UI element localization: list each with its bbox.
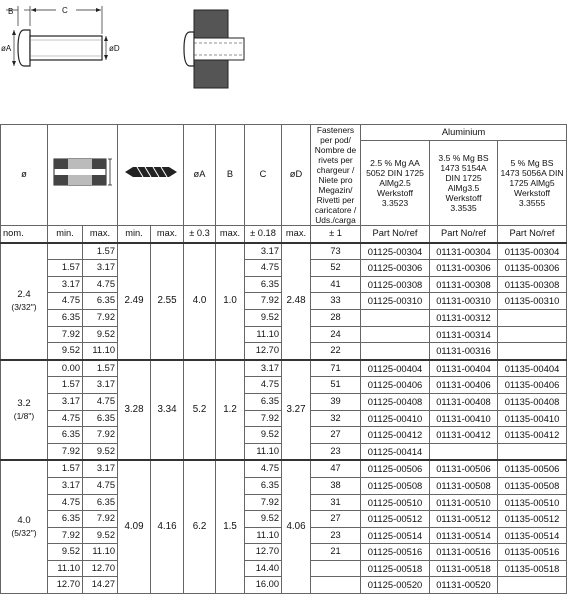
grip-max: 11.10 <box>83 544 118 561</box>
fasteners-qty: 39 <box>311 393 361 410</box>
length-c: 9.52 <box>245 309 282 326</box>
grip-min: 1.57 <box>48 377 83 394</box>
grip-max: 12.70 <box>83 560 118 577</box>
part-no-3-5-mg: 01131-00516 <box>430 544 498 561</box>
header-diameter: ø <box>1 125 48 226</box>
part-no-2-5-mg: 01125-00308 <box>361 276 430 293</box>
grip-max: 14.27 <box>83 577 118 594</box>
part-no-2-5-mg: 01125-00408 <box>361 393 430 410</box>
nominal-inch: (5/32") <box>11 528 37 539</box>
head-height-b: 1.0 <box>216 243 245 360</box>
length-c: 3.17 <box>245 360 282 377</box>
fasteners-qty: 28 <box>311 309 361 326</box>
grip-min: 6.35 <box>48 309 83 326</box>
grip-max: 4.75 <box>83 477 118 494</box>
drill-max: 2.55 <box>151 243 184 360</box>
table-row <box>1 360 567 377</box>
subheader-tol-c: ± 0.18 <box>245 226 282 243</box>
length-c: 9.52 <box>245 511 282 528</box>
part-no-3-5-mg: 01131-00410 <box>430 410 498 427</box>
part-no-5-mg: 01135-00412 <box>498 427 567 444</box>
part-no-3-5-mg: 01131-00514 <box>430 527 498 544</box>
nominal-inch: (1/8") <box>13 411 35 422</box>
part-no-2-5-mg: 01125-00516 <box>361 544 430 561</box>
fasteners-qty: 41 <box>311 276 361 293</box>
part-no-2-5-mg: 01125-00404 <box>361 360 430 377</box>
length-c: 7.92 <box>245 410 282 427</box>
fasteners-qty: 22 <box>311 343 361 360</box>
label-dim-d: øD <box>109 44 120 53</box>
part-no-2-5-mg: 01125-00512 <box>361 511 430 528</box>
fasteners-qty: 27 <box>311 427 361 444</box>
grip-min <box>48 243 83 260</box>
rivet-side-view <box>6 6 108 66</box>
drill-max: 4.16 <box>151 460 184 593</box>
length-c: 11.10 <box>245 443 282 460</box>
fasteners-qty <box>311 577 361 594</box>
part-no-3-5-mg: 01131-00512 <box>430 511 498 528</box>
part-no-2-5-mg: 01125-00410 <box>361 410 430 427</box>
grip-min: 7.92 <box>48 527 83 544</box>
part-no-3-5-mg: 01131-00518 <box>430 560 498 577</box>
grip-min: 7.92 <box>48 326 83 343</box>
fasteners-qty: 24 <box>311 326 361 343</box>
fasteners-qty: 33 <box>311 293 361 310</box>
part-no-2-5-mg: 01125-00510 <box>361 494 430 511</box>
nominal-mm: 3.2 <box>17 398 31 410</box>
grip-min: 4.75 <box>48 293 83 310</box>
part-no-2-5-mg: 01125-00508 <box>361 477 430 494</box>
grip-max: 3.17 <box>83 460 118 477</box>
part-no-5-mg: 01135-00512 <box>498 511 567 528</box>
fasteners-qty: 27 <box>311 511 361 528</box>
length-c: 16.00 <box>245 577 282 594</box>
part-no-3-5-mg: 01131-00510 <box>430 494 498 511</box>
fasteners-qty: 71 <box>311 360 361 377</box>
grip-max: 3.17 <box>83 377 118 394</box>
length-c: 12.70 <box>245 544 282 561</box>
part-no-2-5-mg: 01125-00304 <box>361 243 430 260</box>
table-body <box>1 243 567 594</box>
length-c: 3.17 <box>245 243 282 260</box>
part-no-5-mg: 01135-00508 <box>498 477 567 494</box>
part-no-3-5-mg <box>430 443 498 460</box>
drill-max: 3.34 <box>151 360 184 461</box>
grip-min: 3.17 <box>48 393 83 410</box>
length-c: 6.35 <box>245 276 282 293</box>
part-no-5-mg: 01135-00518 <box>498 560 567 577</box>
label-dim-a: øA <box>1 44 12 53</box>
part-no-5-mg: 01135-00506 <box>498 460 567 477</box>
header-fasteners-per-pod: Fasteners per pod/ Nombre de rivets per chargeur / Niete pro Megazin/ Rivetti per caricatore / Uds./carga <box>311 125 361 226</box>
length-c: 4.75 <box>245 460 282 477</box>
grip-max: 6.35 <box>83 494 118 511</box>
grip-max: 9.52 <box>83 443 118 460</box>
grip-min: 9.52 <box>48 544 83 561</box>
grip-max: 4.75 <box>83 393 118 410</box>
part-no-2-5-mg: 01125-00518 <box>361 560 430 577</box>
label-dim-b: B <box>8 7 14 16</box>
part-no-2-5-mg: 01125-00306 <box>361 260 430 277</box>
part-no-3-5-mg: 01131-00408 <box>430 393 498 410</box>
shank-diameter-d: 4.06 <box>282 460 311 593</box>
part-no-5-mg: 01135-00304 <box>498 243 567 260</box>
fasteners-qty <box>311 560 361 577</box>
grip-max: 7.92 <box>83 511 118 528</box>
length-c: 12.70 <box>245 343 282 360</box>
length-c: 6.35 <box>245 477 282 494</box>
part-no-5-mg: 01135-00406 <box>498 377 567 394</box>
length-c: 4.75 <box>245 377 282 394</box>
part-no-2-5-mg: 01125-00506 <box>361 460 430 477</box>
part-no-5-mg: 01135-00308 <box>498 276 567 293</box>
part-no-2-5-mg: 01125-00414 <box>361 443 430 460</box>
part-no-5-mg: 01135-00408 <box>498 393 567 410</box>
grip-max: 6.35 <box>83 410 118 427</box>
part-no-2-5-mg: 01125-00310 <box>361 293 430 310</box>
grip-min: 1.57 <box>48 260 83 277</box>
fasteners-qty: 52 <box>311 260 361 277</box>
subheader-drill-max: max. <box>151 226 184 243</box>
fasteners-qty: 73 <box>311 243 361 260</box>
length-c: 7.92 <box>245 494 282 511</box>
part-no-3-5-mg: 01131-00520 <box>430 577 498 594</box>
subheader-fasteners-tol: ± 1 <box>311 226 361 243</box>
grip-min: 3.17 <box>48 276 83 293</box>
part-no-2-5-mg <box>361 326 430 343</box>
part-no-5-mg: 01135-00514 <box>498 527 567 544</box>
part-no-5-mg <box>498 443 567 460</box>
length-c: 9.52 <box>245 427 282 444</box>
part-no-2-5-mg: 01125-00520 <box>361 577 430 594</box>
subheader-grip-max: max. <box>83 226 118 243</box>
rivet-drawing <box>0 0 569 118</box>
nominal-diameter <box>1 243 48 360</box>
header-aluminium: Aluminium <box>361 125 567 141</box>
part-no-3-5-mg: 01131-00306 <box>430 260 498 277</box>
grip-max: 4.75 <box>83 276 118 293</box>
grip-min: 7.92 <box>48 443 83 460</box>
grip-max: 7.92 <box>83 427 118 444</box>
part-no-5-mg: 01135-00516 <box>498 544 567 561</box>
header-grip-icon <box>48 125 118 226</box>
rivet-section-view <box>184 10 244 88</box>
header-dim-a: øA <box>184 125 216 226</box>
drill-min: 2.49 <box>118 243 151 360</box>
subheader-nom: nom. <box>1 226 48 243</box>
part-no-5-mg <box>498 577 567 594</box>
header-alloy-3-5-mg: 3.5 % Mg BS 1473 5154A DIN 1725 AlMg3.5 Werkstoff 3.3535 <box>430 140 498 225</box>
length-c: 14.40 <box>245 560 282 577</box>
part-no-5-mg: 01135-00510 <box>498 494 567 511</box>
table-row <box>1 460 567 477</box>
part-no-2-5-mg: 01125-00514 <box>361 527 430 544</box>
grip-max: 1.57 <box>83 360 118 377</box>
header-dim-b: B <box>216 125 245 226</box>
length-c: 6.35 <box>245 393 282 410</box>
head-height-b: 1.2 <box>216 360 245 461</box>
fasteners-qty: 21 <box>311 544 361 561</box>
part-no-5-mg: 01135-00306 <box>498 260 567 277</box>
header-drill-icon <box>118 125 184 226</box>
part-no-3-5-mg: 01131-00404 <box>430 360 498 377</box>
head-diameter-a: 5.2 <box>184 360 216 461</box>
grip-min: 0.00 <box>48 360 83 377</box>
grip-min: 6.35 <box>48 427 83 444</box>
grip-max: 11.10 <box>83 343 118 360</box>
length-c: 7.92 <box>245 293 282 310</box>
part-no-3-5-mg: 01131-00304 <box>430 243 498 260</box>
grip-max: 9.52 <box>83 326 118 343</box>
fasteners-qty: 31 <box>311 494 361 511</box>
part-no-5-mg: 01135-00410 <box>498 410 567 427</box>
head-diameter-a: 6.2 <box>184 460 216 593</box>
grip-min: 6.35 <box>48 511 83 528</box>
nominal-inch: (3/32") <box>11 302 37 313</box>
fasteners-qty: 38 <box>311 477 361 494</box>
length-c: 4.75 <box>245 260 282 277</box>
grip-min: 11.10 <box>48 560 83 577</box>
subheader-grip-min: min. <box>48 226 83 243</box>
length-c: 11.10 <box>245 527 282 544</box>
grip-range-icon <box>52 155 114 189</box>
subheader-partno-2: Part No/ref <box>430 226 498 243</box>
header-alloy-5-mg: 5 % Mg BS 1473 5056A DIN 1725 AlMg5 Werkstoff 3.3555 <box>498 140 567 225</box>
header-alloy-2-5-mg: 2.5 % Mg AA 5052 DIN 1725 AlMg2.5 Werkstoff 3.3523 <box>361 140 430 225</box>
label-dim-c: C <box>62 6 68 15</box>
part-no-2-5-mg: 01125-00406 <box>361 377 430 394</box>
header-dim-c: C <box>245 125 282 226</box>
subheader-b-max: max. <box>216 226 245 243</box>
part-no-3-5-mg: 01131-00314 <box>430 326 498 343</box>
part-no-5-mg: 01135-00310 <box>498 293 567 310</box>
subheader-d-max: max. <box>282 226 311 243</box>
drill-min: 3.28 <box>118 360 151 461</box>
grip-max: 1.57 <box>83 243 118 260</box>
grip-max: 3.17 <box>83 260 118 277</box>
grip-max: 7.92 <box>83 309 118 326</box>
part-no-5-mg <box>498 326 567 343</box>
subheader-drill-min: min. <box>118 226 151 243</box>
part-no-2-5-mg <box>361 309 430 326</box>
fasteners-qty: 51 <box>311 377 361 394</box>
part-no-2-5-mg: 01125-00412 <box>361 427 430 444</box>
nominal-mm: 2.4 <box>17 289 31 301</box>
grip-min: 4.75 <box>48 410 83 427</box>
part-no-2-5-mg <box>361 343 430 360</box>
drill-bit-icon <box>123 165 179 179</box>
nominal-diameter <box>1 360 48 461</box>
table-header <box>1 125 567 243</box>
part-no-3-5-mg: 01131-00506 <box>430 460 498 477</box>
part-no-3-5-mg: 01131-00508 <box>430 477 498 494</box>
grip-min: 12.70 <box>48 577 83 594</box>
fasteners-qty: 23 <box>311 443 361 460</box>
rivet-spec-table <box>0 124 567 594</box>
fasteners-qty: 47 <box>311 460 361 477</box>
part-no-3-5-mg: 01131-00312 <box>430 309 498 326</box>
grip-min: 9.52 <box>48 343 83 360</box>
subheader-partno-3: Part No/ref <box>498 226 567 243</box>
part-no-3-5-mg: 01131-00412 <box>430 427 498 444</box>
drill-min: 4.09 <box>118 460 151 593</box>
table-row <box>1 243 567 260</box>
part-no-5-mg <box>498 309 567 326</box>
grip-min: 3.17 <box>48 477 83 494</box>
fasteners-qty: 23 <box>311 527 361 544</box>
part-no-3-5-mg: 01131-00310 <box>430 293 498 310</box>
nominal-diameter <box>1 460 48 593</box>
grip-max: 9.52 <box>83 527 118 544</box>
grip-min: 4.75 <box>48 494 83 511</box>
grip-min: 1.57 <box>48 460 83 477</box>
head-diameter-a: 4.0 <box>184 243 216 360</box>
part-no-5-mg <box>498 343 567 360</box>
subheader-tol-a: ± 0.3 <box>184 226 216 243</box>
part-no-5-mg: 01135-00404 <box>498 360 567 377</box>
nominal-mm: 4.0 <box>17 515 31 527</box>
grip-max: 6.35 <box>83 293 118 310</box>
length-c: 11.10 <box>245 326 282 343</box>
shank-diameter-d: 2.48 <box>282 243 311 360</box>
part-no-3-5-mg: 01131-00316 <box>430 343 498 360</box>
subheader-partno-1: Part No/ref <box>361 226 430 243</box>
shank-diameter-d: 3.27 <box>282 360 311 461</box>
rivet-diagram-svg <box>0 0 569 118</box>
part-no-3-5-mg: 01131-00308 <box>430 276 498 293</box>
part-no-3-5-mg: 01131-00406 <box>430 377 498 394</box>
fasteners-qty: 32 <box>311 410 361 427</box>
head-height-b: 1.5 <box>216 460 245 593</box>
header-dim-d: øD <box>282 125 311 226</box>
